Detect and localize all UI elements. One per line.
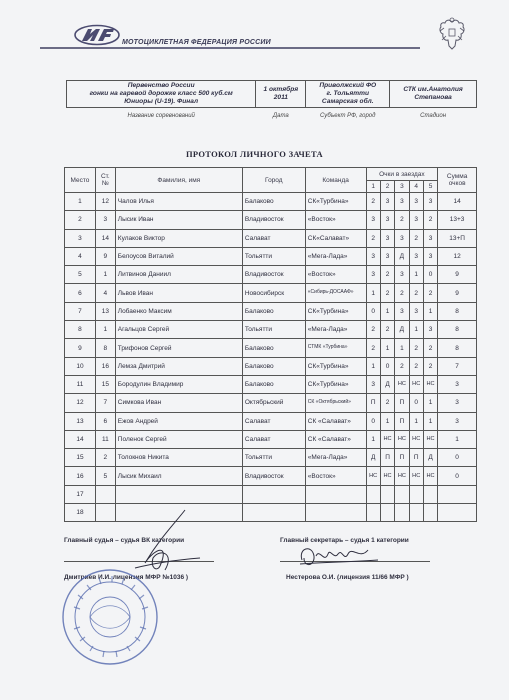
event-stadium: СТК им.Анатолия Степанова (390, 81, 477, 108)
header-place: Место (65, 168, 96, 193)
rider-name-cell: Симкова Иван (115, 394, 242, 412)
team-cell: «Сибирь-ДОСААФ» (305, 284, 366, 302)
heat-5-cell: НС (423, 467, 437, 485)
heat-2-cell (380, 504, 394, 522)
chief-secretary-signature (290, 538, 380, 574)
rider-name-cell: Трифонов Сергей (115, 339, 242, 357)
rider-name-cell: Белоусов Виталий (115, 247, 242, 265)
heat-5-cell (423, 485, 437, 503)
city-cell: Балаково (242, 375, 305, 393)
heat-3-cell: Д (395, 321, 409, 339)
header-team: Команда (305, 168, 366, 193)
results-body (65, 193, 477, 522)
team-cell: СК«Турбина» (305, 375, 366, 393)
heat-3-cell: П (395, 449, 409, 467)
place-cell: 1 (65, 193, 96, 211)
heat-5-cell: 2 (423, 339, 437, 357)
heat-2-cell: 3 (380, 247, 394, 265)
heat-4-cell: 3 (409, 211, 423, 229)
heat-3-cell: 2 (395, 357, 409, 375)
heat-4-cell: 1 (409, 266, 423, 284)
table-row (65, 412, 477, 430)
chief-secretary-label: Главный секретарь – судья 1 категории (280, 537, 409, 544)
chief-judge-name: Дмитриев И.И. лицензия МФР №1036 ) (64, 574, 189, 581)
table-row (65, 193, 477, 211)
chief-secretary-name: Нестерова О.И. (лицензия 11/66 МФР ) (286, 574, 409, 581)
heat-4-cell: 3 (409, 302, 423, 320)
city-cell: Балаково (242, 357, 305, 375)
heat-3-cell: 3 (395, 193, 409, 211)
heat-4-cell: 2 (409, 229, 423, 247)
rider-name-cell: Ежов Андрей (115, 412, 242, 430)
total-cell: 9 (438, 284, 477, 302)
start-no-cell (95, 504, 115, 522)
heat-2-cell: 3 (380, 211, 394, 229)
start-no-cell: 7 (95, 394, 115, 412)
heat-3-cell (395, 504, 409, 522)
start-no-cell (95, 485, 115, 503)
team-cell: «Мега-Лада» (305, 321, 366, 339)
table-row (65, 485, 477, 503)
team-cell: СК «Салават» (305, 430, 366, 448)
team-cell: СК «Салават» (305, 412, 366, 430)
header-heat-4: 4 (409, 181, 423, 193)
heat-2-cell: НС (380, 430, 394, 448)
heat-5-cell: 1 (423, 412, 437, 430)
heat-3-cell: 2 (395, 211, 409, 229)
heat-4-cell: 2 (409, 339, 423, 357)
rider-name-cell: Лысик Иван (115, 211, 242, 229)
rider-name-cell: Толокнов Никита (115, 449, 242, 467)
total-cell (438, 504, 477, 522)
heat-5-cell: 1 (423, 394, 437, 412)
city-cell (242, 485, 305, 503)
heat-3-cell: НС (395, 467, 409, 485)
team-cell: СТМК «Турбина» (305, 339, 366, 357)
total-cell: 1 (438, 430, 477, 448)
heat-1-cell (366, 485, 380, 503)
heat-1-cell: 2 (366, 193, 380, 211)
city-cell: Тольятти (242, 449, 305, 467)
heat-3-cell (395, 485, 409, 503)
city-cell: Октябрьский (242, 394, 305, 412)
total-cell: 3 (438, 394, 477, 412)
heat-5-cell: 3 (423, 229, 437, 247)
heat-2-cell: 1 (380, 412, 394, 430)
heat-2-cell: 2 (380, 321, 394, 339)
city-cell: Балаково (242, 339, 305, 357)
header-rule (40, 47, 420, 49)
heat-1-cell: 1 (366, 284, 380, 302)
place-cell: 2 (65, 211, 96, 229)
heat-1-cell: 1 (366, 357, 380, 375)
rider-name-cell: Бородулин Владимир (115, 375, 242, 393)
heat-2-cell: НС (380, 467, 394, 485)
heat-1-cell: 3 (366, 211, 380, 229)
place-cell: 8 (65, 321, 96, 339)
heat-2-cell: 3 (380, 229, 394, 247)
table-row (65, 266, 477, 284)
heat-4-cell (409, 485, 423, 503)
place-cell: 11 (65, 375, 96, 393)
total-cell: 12 (438, 247, 477, 265)
team-cell: СК «Октябрьский» (305, 394, 366, 412)
header-heat-3: 3 (395, 181, 409, 193)
heat-5-cell: Д (423, 449, 437, 467)
caption-region: Субъект РФ, город (319, 113, 376, 119)
heat-2-cell (380, 485, 394, 503)
heat-4-cell: 1 (409, 412, 423, 430)
rider-name-cell: Кулаков Виктор (115, 229, 242, 247)
city-cell: Владивосток (242, 467, 305, 485)
heat-3-cell: Д (395, 247, 409, 265)
team-cell: СК«Салават» (305, 229, 366, 247)
total-cell: 7 (438, 357, 477, 375)
heat-3-cell: 1 (395, 339, 409, 357)
start-no-cell: 3 (95, 211, 115, 229)
start-no-cell: 5 (95, 467, 115, 485)
results-table (64, 167, 477, 522)
table-row (65, 321, 477, 339)
heat-4-cell (409, 504, 423, 522)
start-no-cell: 4 (95, 284, 115, 302)
header-start-no: Ст. № (95, 168, 115, 193)
total-cell: 8 (438, 339, 477, 357)
table-row (65, 247, 477, 265)
heat-3-cell: 3 (395, 302, 409, 320)
heat-4-cell: 3 (409, 193, 423, 211)
place-cell: 17 (65, 485, 96, 503)
start-no-cell: 13 (95, 302, 115, 320)
heat-1-cell: 0 (366, 302, 380, 320)
rider-name-cell: Агальцов Сергей (115, 321, 242, 339)
heat-5-cell (423, 504, 437, 522)
heat-5-cell: 1 (423, 302, 437, 320)
total-cell: 8 (438, 302, 477, 320)
total-cell: 13+П (438, 229, 477, 247)
start-no-cell: 9 (95, 247, 115, 265)
heat-2-cell: 1 (380, 339, 394, 357)
total-cell: 13+3 (438, 211, 477, 229)
place-cell: 6 (65, 284, 96, 302)
rider-name-cell: Лемза Дмитрий (115, 357, 242, 375)
heat-1-cell: 2 (366, 339, 380, 357)
header-city: Город (242, 168, 305, 193)
place-cell: 3 (65, 229, 96, 247)
heat-1-cell: 3 (366, 247, 380, 265)
heat-1-cell: 1 (366, 430, 380, 448)
heat-3-cell: П (395, 412, 409, 430)
federation-name: МОТОЦИКЛЕТНАЯ ФЕДЕРАЦИЯ РОССИИ (122, 39, 271, 46)
rider-name-cell: Львов Иван (115, 284, 242, 302)
city-cell: Новосибирск (242, 284, 305, 302)
start-no-cell: 11 (95, 430, 115, 448)
chief-judge-label: Главный судья – судья ВК категории (64, 537, 185, 544)
caption-event-name: Название соревнований (127, 113, 195, 119)
total-cell: 0 (438, 449, 477, 467)
city-cell: Балаково (242, 193, 305, 211)
heat-2-cell: Д (380, 375, 394, 393)
table-row (65, 339, 477, 357)
city-cell: Владивосток (242, 266, 305, 284)
table-row (65, 284, 477, 302)
total-cell: 8 (438, 321, 477, 339)
heat-4-cell: 3 (409, 247, 423, 265)
protocol-title: ПРОТОКОЛ ЛИЧНОГО ЗАЧЕТА (186, 149, 323, 159)
heat-2-cell: П (380, 449, 394, 467)
team-cell: СК«Турбина» (305, 193, 366, 211)
heat-1-cell: 2 (366, 229, 380, 247)
rider-name-cell: Лобаенко Максим (115, 302, 242, 320)
heat-1-cell: 3 (366, 375, 380, 393)
header-total: Сумма очков (438, 168, 477, 193)
heat-5-cell: 3 (423, 321, 437, 339)
place-cell: 5 (65, 266, 96, 284)
total-cell: 14 (438, 193, 477, 211)
heat-4-cell: П (409, 449, 423, 467)
start-no-cell: 2 (95, 449, 115, 467)
place-cell: 13 (65, 412, 96, 430)
heat-4-cell: 0 (409, 394, 423, 412)
city-cell: Салават (242, 412, 305, 430)
caption-stadium: Стадион (420, 113, 447, 119)
start-no-cell: 6 (95, 412, 115, 430)
total-cell (438, 485, 477, 503)
event-name: Первенство России гонки на гаревой дорожке класс 500 куб.см Юниоры (U-19). Финал (67, 81, 256, 108)
total-cell: 9 (438, 266, 477, 284)
start-no-cell: 1 (95, 321, 115, 339)
caption-date: Дата (272, 113, 289, 119)
heat-5-cell: 2 (423, 211, 437, 229)
table-row (65, 467, 477, 485)
start-no-cell: 15 (95, 375, 115, 393)
place-cell: 14 (65, 430, 96, 448)
table-row (65, 430, 477, 448)
mfr-logo-icon (74, 24, 120, 46)
city-cell: Балаково (242, 302, 305, 320)
table-row (65, 375, 477, 393)
heat-4-cell: НС (409, 430, 423, 448)
heat-5-cell: 2 (423, 357, 437, 375)
team-cell: «Восток» (305, 266, 366, 284)
heat-5-cell: НС (423, 430, 437, 448)
header-heat-2: 2 (380, 181, 394, 193)
city-cell: Тольятти (242, 247, 305, 265)
heat-5-cell: 0 (423, 266, 437, 284)
team-cell: «Мега-Лада» (305, 449, 366, 467)
heat-1-cell: НС (366, 467, 380, 485)
heat-4-cell: НС (409, 375, 423, 393)
heat-3-cell: НС (395, 375, 409, 393)
city-cell: Салават (242, 229, 305, 247)
heat-2-cell: 1 (380, 302, 394, 320)
team-cell: «Мега-Лада» (305, 247, 366, 265)
team-cell: СК«Турбина» (305, 302, 366, 320)
heat-3-cell: 2 (395, 284, 409, 302)
header-heat-1: 1 (366, 181, 380, 193)
place-cell: 16 (65, 467, 96, 485)
event-date: 1 октября 2011 (256, 81, 306, 108)
table-row (65, 357, 477, 375)
place-cell: 9 (65, 339, 96, 357)
heat-1-cell: 2 (366, 321, 380, 339)
total-cell: 0 (438, 467, 477, 485)
heat-5-cell: 2 (423, 284, 437, 302)
table-row (65, 449, 477, 467)
heat-4-cell: 2 (409, 284, 423, 302)
heat-2-cell: 2 (380, 394, 394, 412)
table-row (65, 229, 477, 247)
city-cell: Салават (242, 430, 305, 448)
rider-name-cell: Лысик Михаил (115, 467, 242, 485)
place-cell: 15 (65, 449, 96, 467)
heat-4-cell: 2 (409, 357, 423, 375)
double-headed-eagle-icon (437, 16, 467, 52)
place-cell: 4 (65, 247, 96, 265)
team-cell: СК«Турбина» (305, 357, 366, 375)
heat-5-cell: 3 (423, 193, 437, 211)
event-info-table (66, 80, 477, 121)
heat-5-cell: НС (423, 375, 437, 393)
start-no-cell: 12 (95, 193, 115, 211)
heat-1-cell: Д (366, 449, 380, 467)
start-no-cell: 14 (95, 229, 115, 247)
total-cell: 3 (438, 375, 477, 393)
heat-1-cell: 3 (366, 266, 380, 284)
place-cell: 7 (65, 302, 96, 320)
team-cell (305, 504, 366, 522)
heat-5-cell: 3 (423, 247, 437, 265)
heat-3-cell: НС (395, 430, 409, 448)
rider-name-cell (115, 485, 242, 503)
place-cell: 18 (65, 504, 96, 522)
total-cell: 3 (438, 412, 477, 430)
header-name: Фамилия, имя (115, 168, 242, 193)
event-region: Приволжский ФО г. Тольятти Самарская обл. (306, 81, 390, 108)
team-cell (305, 485, 366, 503)
start-no-cell: 8 (95, 339, 115, 357)
table-row (65, 211, 477, 229)
place-cell: 10 (65, 357, 96, 375)
start-no-cell: 16 (95, 357, 115, 375)
heat-1-cell: П (366, 394, 380, 412)
rider-name-cell: Поленок Сергей (115, 430, 242, 448)
city-cell (242, 504, 305, 522)
header-points: Очки в заездах (366, 168, 438, 181)
city-cell: Владивосток (242, 211, 305, 229)
heat-2-cell: 0 (380, 357, 394, 375)
heat-3-cell: 3 (395, 229, 409, 247)
table-row (65, 394, 477, 412)
heat-4-cell: 1 (409, 321, 423, 339)
organization-seal (60, 567, 160, 667)
rider-name-cell: Литвинов Даниил (115, 266, 242, 284)
heat-3-cell: 3 (395, 266, 409, 284)
team-cell: «Восток» (305, 211, 366, 229)
heat-1-cell (366, 504, 380, 522)
rider-name-cell: Чалов Илья (115, 193, 242, 211)
header-heat-5: 5 (423, 181, 437, 193)
heat-3-cell: П (395, 394, 409, 412)
heat-2-cell: 2 (380, 266, 394, 284)
heat-1-cell: 0 (366, 412, 380, 430)
heat-4-cell: НС (409, 467, 423, 485)
table-row (65, 302, 477, 320)
heat-2-cell: 2 (380, 284, 394, 302)
team-cell: «Восток» (305, 467, 366, 485)
place-cell: 12 (65, 394, 96, 412)
city-cell: Тольятти (242, 321, 305, 339)
start-no-cell: 1 (95, 266, 115, 284)
heat-2-cell: 3 (380, 193, 394, 211)
